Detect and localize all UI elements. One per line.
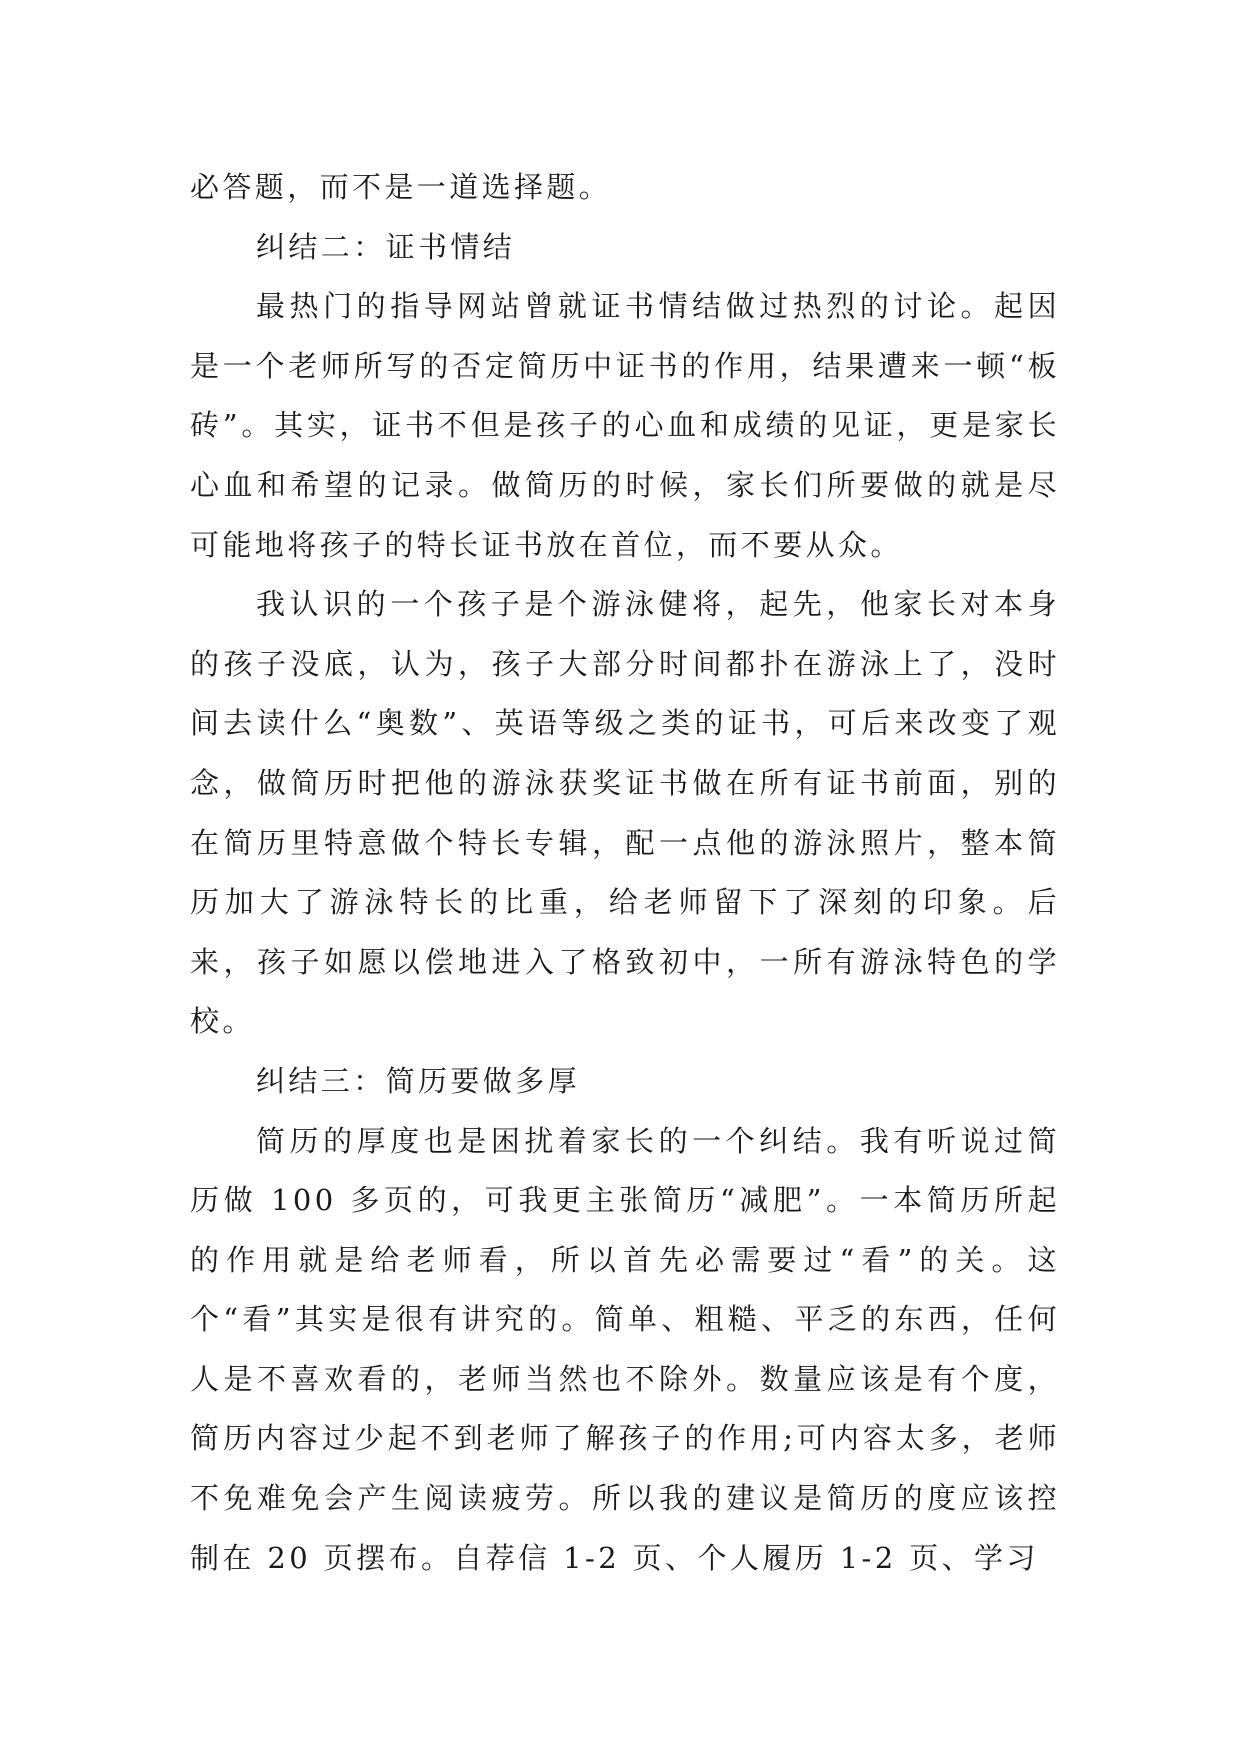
section-heading-3: 纠结三：简历要做多厚	[256, 1063, 581, 1098]
paragraph-continuation: 必答题，而不是一道选择题。	[190, 170, 612, 204]
paragraph-certificates: 最热门的指导网站曾就证书情结做过热烈的讨论。起因是一个老师所写的否定简历中证书的作用，结果遭来一顿“板砖”。其实，证书不但是孩子的心血和成绩的见证，更是家长心血和希望的记录。做简历的时候，家长们所要做的就是尽可能地将孩子的特长证书放在首位，而不要从众。	[190, 289, 1060, 562]
paragraph-resume-thickness: 简历的厚度也是困扰着家长的一个纠结。我有听说过简历做 100 多页的，可我更主张简历“减肥”。一本简历所起的作用就是给老师看，所以首先必需要过“看”的关。这个“看”其实是很有讲究的。简单、粗糙、平乏的东西，任何人是不喜欢看的，老师当然也不除外。数量应该是有个度，简历内容过少起不到老师了解孩子的作用;可内容太多，老师不免难免会产生阅读疲劳。所以我的建议是简历的度应该控制在 20 页摆布。自荐信 1-2 页、个人履历 1-2 页、学习	[190, 1123, 1060, 1575]
paragraph-swimmer-example: 我认识的一个孩子是个游泳健将，起先，他家长对本身的孩子没底，认为，孩子大部分时间都扑在游泳上了，没时间去读什么“奥数”、英语等级之类的证书，可后来改变了观念，做简历时把他的游泳获奖证书做在所有证书前面，别的在简历里特意做个特长专辑，配一点他的游泳照片，整本简历加大了游泳特长的比重，给老师留下了深刻的印象。后来，孩子如愿以偿地进入了格致初中，一所有游泳特色的学校。	[190, 587, 1060, 1039]
body-text	[190, 158, 1060, 1588]
section-heading-2: 纠结二：证书情结	[256, 229, 516, 264]
